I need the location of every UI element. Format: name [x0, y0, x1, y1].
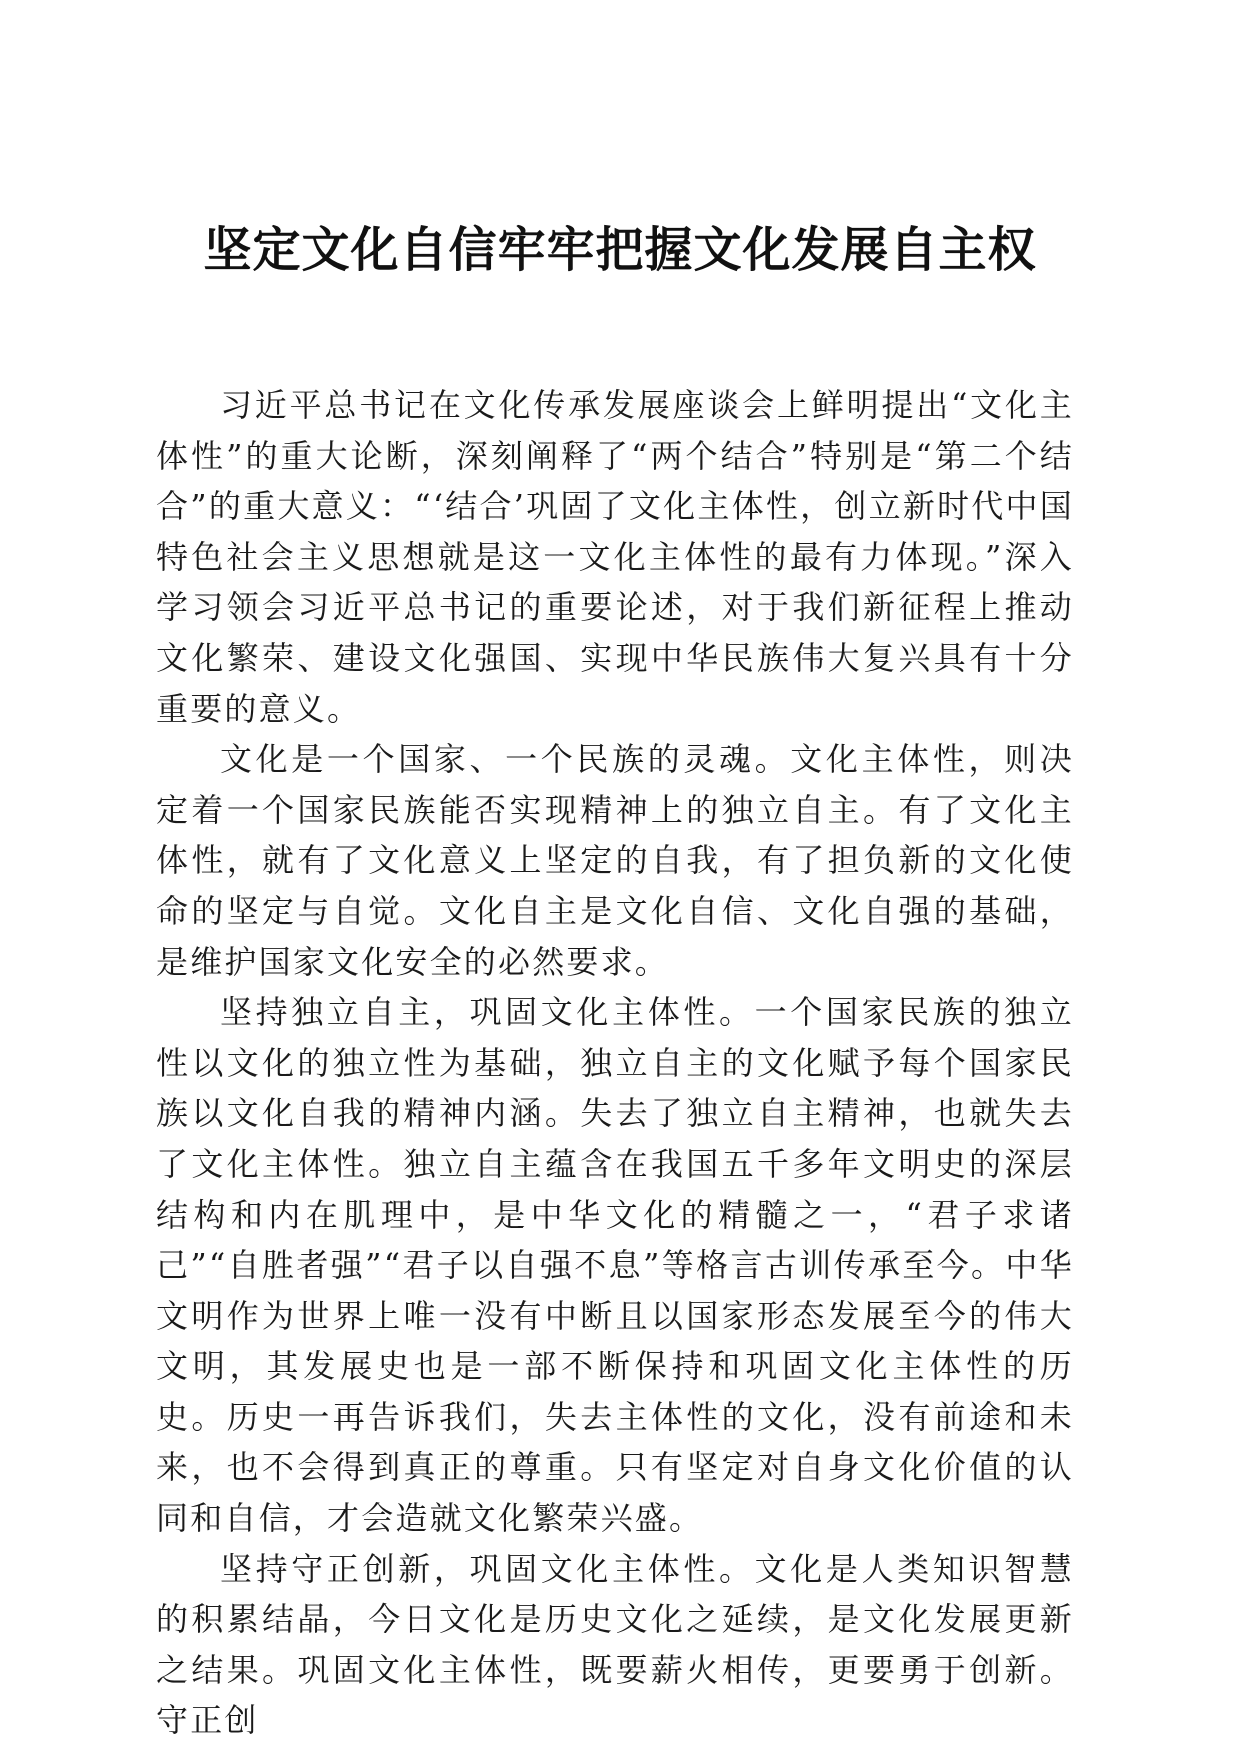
paragraph: 文化是一个国家、一个民族的灵魂。文化主体性，则决定着一个国家民族能否实现精神上的独立自主。有了文化主体性，就有了文化意义上坚定的自我，有了担负新的文化使命的坚定与自觉。文化自主是文化自信、文化自强的基础，是维护国家文化安全的必然要求。 [156, 740, 1074, 981]
paragraph: 坚持独立自主，巩固文化主体性。一个国家民族的独立性以文化的独立性为基础，独立自主的文化赋予每个国家民族以文化自我的精神内涵。失去了独立自主精神，也就失去了文化主体性。独立自主蕴含在我国五千多年文明史的深层结构和内在肌理中，是中华文化的精髓之一，“君子求诸己”“自胜者强”“君子以自强不息”等格言古训传承至今。中华文明作为世界上唯一没有中断且以国家形态发展至今的伟大文明，其发展史也是一部不断保持和巩固文化主体性的历史。历史一再告诉我们，失去主体性的文化，没有前途和未来，也不会得到真正的尊重。只有坚定对自身文化价值的认同和自信，才会造就文化繁荣兴盛。 [156, 993, 1074, 1538]
paragraph: 坚持守正创新，巩固文化主体性。文化是人类知识智慧的积累结晶，今日文化是历史文化之延续，是文化发展更新之结果。巩固文化主体性，既要薪火相传，更要勇于创新。守正创 [156, 1549, 1074, 1740]
document-title: 坚定文化自信牢牢把握文化发展自主权 [203, 222, 1037, 278]
document-body [156, 380, 1074, 1746]
paragraph: 习近平总书记在文化传承发展座谈会上鲜明提出“文化主体性”的重大论断，深刻阐释了“两个结合”特别是“第二个结合”的重大意义：“‘结合’巩固了文化主体性，创立新时代中国特色社会主义思想就是这一文化主体性的最有力体现。”深入学习领会习近平总书记的重要论述，对于我们新征程上推动文化繁荣、建设文化强国、实现中华民族伟大复兴具有十分重要的意义。 [156, 386, 1074, 728]
